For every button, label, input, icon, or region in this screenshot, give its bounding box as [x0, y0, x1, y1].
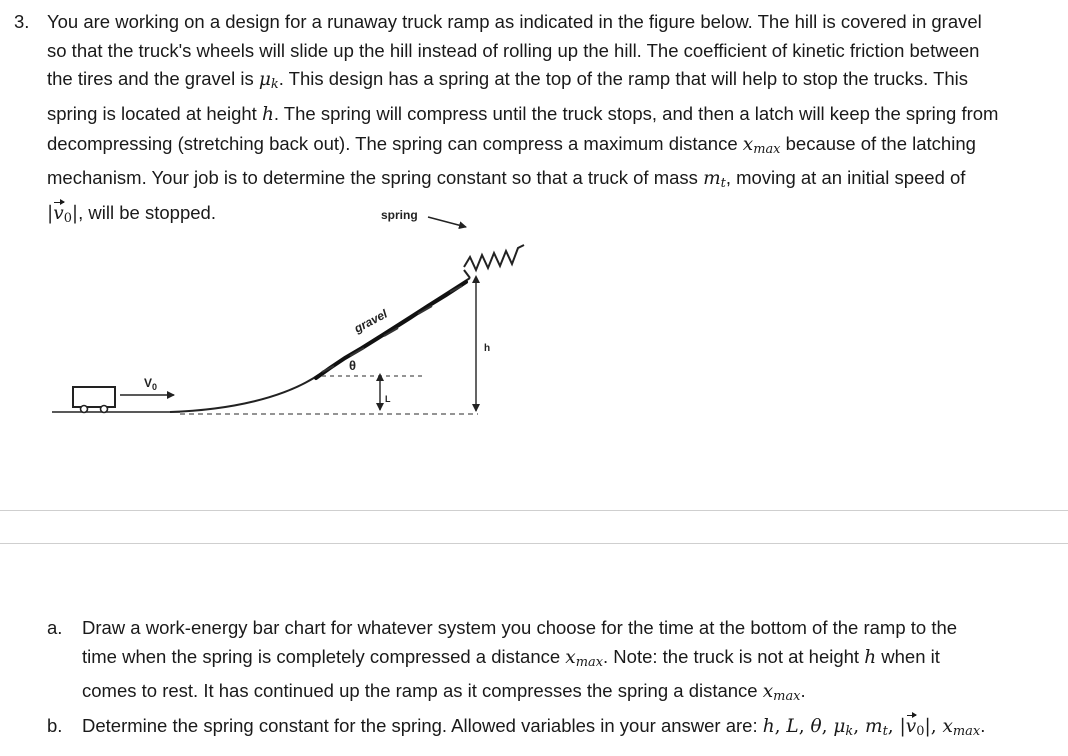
- comma: ,: [853, 716, 866, 738]
- intro-text: , will be stopped.: [78, 202, 216, 224]
- part-a-line-3: [82, 677, 1062, 712]
- part-b-text-run: Determine the spring constant for the spring. Allowed variables in your answer are:: [82, 715, 763, 737]
- comma: ,: [887, 716, 900, 738]
- part-a-text: [82, 614, 1062, 712]
- period: .: [980, 715, 986, 737]
- part-b-letter: b.: [47, 715, 63, 737]
- separator-line: [0, 543, 1068, 544]
- h-symbol: h: [864, 646, 877, 668]
- intro-line-4: [47, 100, 1065, 130]
- h-label: h: [484, 343, 491, 354]
- part-a-text-run: time when the spring is completely compressed a distance: [82, 645, 566, 667]
- comma: ,: [821, 716, 834, 738]
- x-glyph: x: [565, 646, 576, 668]
- m-glyph: m: [703, 168, 721, 190]
- intro-text: spring is located at height: [47, 103, 262, 125]
- theta-symbol: θ: [810, 716, 822, 738]
- theta-label: θ: [349, 358, 357, 373]
- mu-glyph: μ: [258, 69, 271, 91]
- intro-line-1: You are working on a design for a runaway truck ramp as indicated in the figure below. The hill is covered in gravel: [47, 11, 982, 32]
- intro-text: the tires and the gravel is: [47, 68, 259, 90]
- part-a-text-run: comes to rest. It has continued up the ramp as it compresses the spring a distance: [82, 680, 763, 702]
- x-glyph: x: [762, 681, 774, 703]
- separator-line: [0, 510, 1068, 511]
- problem-parts: [47, 614, 1062, 747]
- part-b-text: [82, 712, 1062, 747]
- L-symbol: L: [786, 716, 799, 738]
- zero-subscript: 0: [63, 211, 72, 227]
- part-a-text-run: .: [800, 680, 806, 702]
- max-subscript: max: [773, 689, 801, 705]
- abs-bar: |: [924, 716, 931, 738]
- ramp-curve: [170, 374, 320, 412]
- part-a-line-2: [82, 643, 1062, 678]
- x-glyph: x: [742, 133, 754, 155]
- x-max-symbol: [743, 134, 781, 155]
- k-subscript: k: [845, 724, 854, 740]
- intro-text: mechanism. Your job is to determine the spring constant so that a truck of mass: [47, 167, 704, 189]
- comma: ,: [930, 716, 943, 738]
- spring-base: [464, 270, 470, 278]
- x-glyph: x: [942, 716, 953, 738]
- intro-text: decompressing (stretching back out). The spring can compress a maximum distance: [47, 132, 743, 154]
- abs-bar: |: [47, 203, 54, 225]
- max-subscript: max: [575, 654, 604, 670]
- max-subscript: max: [952, 724, 981, 740]
- ramp-diagram: [0, 200, 1068, 430]
- max-subscript: max: [753, 141, 781, 157]
- m-t-symbol: [703, 168, 726, 192]
- problem-number: 3.: [14, 11, 30, 32]
- ramp-figure: [0, 200, 1068, 435]
- intro-line-3: [47, 65, 1065, 100]
- mu-k-symbol: [258, 69, 279, 93]
- h-symbol: h: [762, 716, 775, 738]
- abs-bar: |: [899, 716, 906, 738]
- l-label: L: [385, 394, 391, 404]
- part-a-text-run: . Note: the truck is not at height: [603, 645, 865, 667]
- intro-text: , moving at an initial speed of: [725, 167, 966, 189]
- v0-label: [144, 376, 157, 392]
- gravel-texture: [316, 282, 466, 378]
- h-symbol: h: [261, 104, 274, 126]
- x-max-symbol: [942, 716, 981, 740]
- m-glyph: m: [865, 716, 883, 738]
- part-a-letter: a.: [47, 617, 63, 638]
- k-subscript: k: [270, 77, 279, 93]
- t-subscript: t: [882, 724, 888, 740]
- intro-text: . The spring will compress until the truck stops, and then a latch will keep the spring from: [273, 103, 999, 125]
- mu-k-symbol: [833, 716, 854, 740]
- intro-line-2: so that the truck's wheels will slide up the hill instead of rolling up the hill. The coefficient of kinetic friction between: [47, 39, 980, 61]
- intro-text: because of the latching: [780, 132, 976, 154]
- spring-coil: [464, 245, 524, 270]
- intro-line-6: [47, 164, 1065, 199]
- comma: ,: [774, 716, 787, 738]
- intro-line-5: [47, 130, 1065, 165]
- v0-subscript: 0: [152, 382, 158, 392]
- x-max-symbol: [565, 647, 603, 668]
- t-subscript: t: [720, 176, 726, 192]
- truck-icon: [73, 387, 115, 413]
- part-a: [47, 614, 1062, 712]
- part-b: [47, 712, 1062, 747]
- spring-label: spring: [381, 208, 418, 222]
- v-vector-glyph: v: [53, 200, 63, 229]
- zero-subscript: 0: [916, 724, 925, 740]
- x-max-symbol: [762, 681, 801, 705]
- comma: ,: [798, 716, 811, 738]
- part-a-line-1: Draw a work-energy bar chart for whatever system you choose for the time at the bottom of the ramp to the: [82, 617, 958, 638]
- part-b-line-1: [82, 712, 1062, 747]
- intro-text: . This design has a spring at the top of the ramp that will help to stop the trucks. This: [278, 68, 969, 90]
- v0-letter: V: [144, 376, 153, 390]
- m-t-symbol: [865, 716, 888, 740]
- gravel-label: gravel: [351, 306, 390, 336]
- spring-pointer-arrow: [428, 217, 466, 227]
- part-a-text-run: when it: [876, 645, 940, 667]
- abs-bar: |: [71, 203, 79, 225]
- v-vector-glyph: v: [906, 713, 916, 742]
- mu-glyph: μ: [833, 716, 846, 738]
